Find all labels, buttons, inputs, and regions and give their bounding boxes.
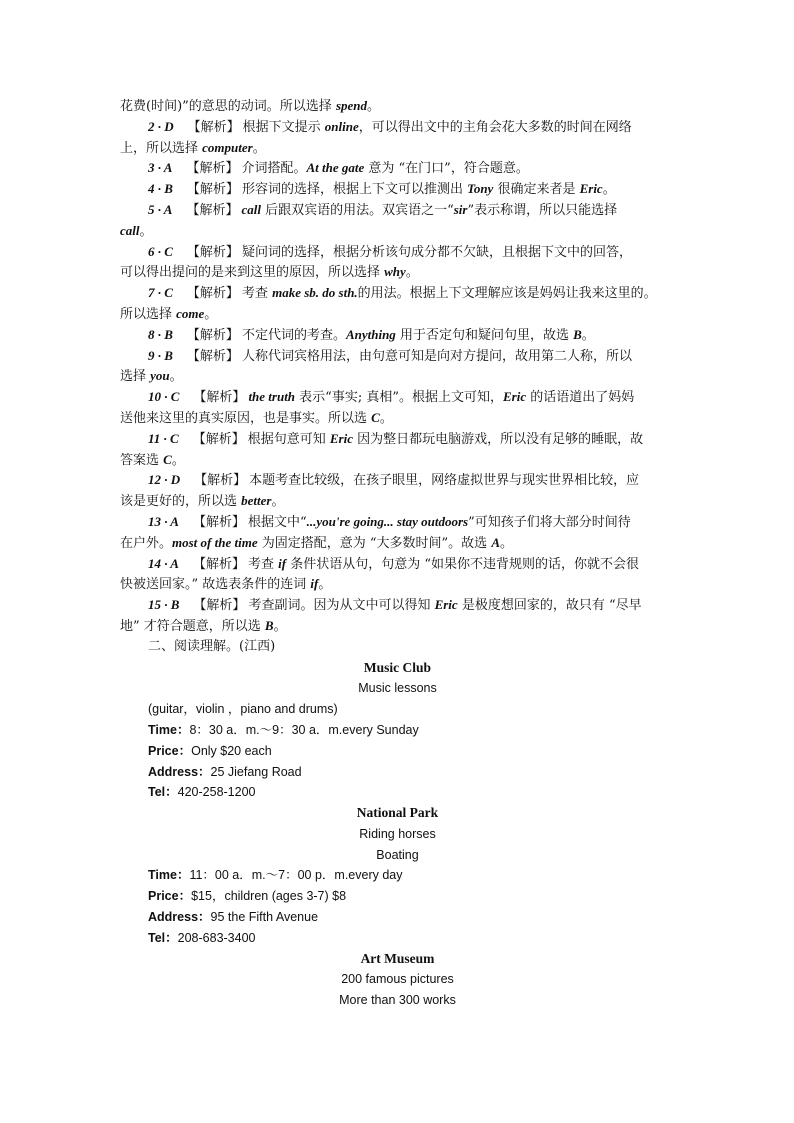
answer-number: 8 · B xyxy=(148,326,173,342)
answer-number: 9 · B xyxy=(148,347,173,363)
english-term: why xyxy=(384,264,406,280)
answer-number: 13 · A xyxy=(148,513,179,529)
answer-line xyxy=(120,221,675,242)
english-term: if xyxy=(310,576,319,592)
ad-field xyxy=(120,720,675,741)
ad-field xyxy=(120,928,675,949)
explanation-text: 本题考查比较级，在孩子眼里，网络虚拟世界与现实世界相比较，应 xyxy=(249,473,640,489)
answer-line xyxy=(120,574,675,595)
english-term: you xyxy=(150,368,170,384)
explanation-tag: 【解析】 xyxy=(186,202,239,218)
answer-number: 10 · C xyxy=(148,389,180,405)
answer-line xyxy=(120,117,675,138)
explanation-text: 根据下文提示 xyxy=(242,119,325,135)
answer-line xyxy=(120,304,675,325)
explanation-text: 很确定来者是 xyxy=(493,182,580,198)
ad-field-label: Address： xyxy=(148,910,211,925)
answer-line xyxy=(120,138,675,159)
explanation-text: 所以选择 xyxy=(120,306,177,322)
answer-line xyxy=(120,366,675,387)
explanation-text: 地” 才符合题意，所以选 xyxy=(120,618,265,634)
explanation-text: 。 xyxy=(139,223,153,239)
explanation-text: 。 xyxy=(252,140,266,156)
english-term: Eric xyxy=(434,597,458,613)
english-term: A xyxy=(491,534,500,550)
explanation-text: 该是更好的，所以选 xyxy=(120,494,242,510)
answer-line xyxy=(120,158,675,179)
ad-field-value: 420-258-1200 xyxy=(177,785,256,800)
ad-field xyxy=(120,886,675,907)
ad-field xyxy=(120,865,675,886)
ad-field-value: 95 the Fifth Avenue xyxy=(210,910,319,925)
explanation-text: 根据句意可知 xyxy=(247,431,330,447)
reading-ads xyxy=(120,658,675,1012)
ad-field-value: 8：30 a．m.～9：30 a．m.every Sunday xyxy=(189,722,419,737)
explanation-text: 意为 “在门口”，符合题意。 xyxy=(364,161,529,177)
english-term: computer xyxy=(202,139,253,155)
english-term: ...you're going... stay outdoors xyxy=(306,513,469,529)
answer-number: 11 · C xyxy=(148,430,179,446)
explanation-text: 快被送回家。” 故选表条件的连词 xyxy=(120,577,311,593)
english-term: Anything xyxy=(345,326,396,342)
ad-subtitle: Boating xyxy=(376,847,419,862)
explanation-tag: 【解析】 xyxy=(192,556,245,572)
english-term: if xyxy=(278,555,287,571)
english-term: At the gate xyxy=(306,160,365,176)
answer-line xyxy=(120,470,675,491)
explanation-text: 介词搭配。 xyxy=(241,161,307,177)
ad-field-label: Tel： xyxy=(148,785,178,800)
ad-field-label: Price： xyxy=(148,889,192,904)
explanation-text: 。 xyxy=(499,535,513,551)
english-term: B xyxy=(573,326,582,342)
explanation-text: 疑问词的选择，根据分析该句成分都不欠缺，且根据下文中的回答， xyxy=(241,244,632,260)
english-term: better xyxy=(241,493,272,509)
ad-field-value: Only $20 each xyxy=(191,743,272,758)
explanation-text: 考查 xyxy=(247,556,279,572)
explanation-text: 答案选 xyxy=(120,452,164,468)
answer-line xyxy=(120,325,675,346)
explanation-tag: 【解析】 xyxy=(193,598,246,614)
ad-subtitle: Music lessons xyxy=(358,681,437,696)
english-term: call xyxy=(120,222,140,238)
english-term: come xyxy=(176,305,205,321)
ad-field-label: Tel： xyxy=(148,930,178,945)
explanation-text: 。 xyxy=(581,327,595,343)
english-term: B xyxy=(264,617,274,633)
explanation-text: 人称代词宾格用法，由句意可知是向对方提问，故用第二人称，所以 xyxy=(241,348,632,364)
english-term: Eric xyxy=(502,389,527,405)
explanation-text: 。 xyxy=(405,265,419,281)
explanation-tag: 【解析】 xyxy=(186,161,239,177)
answer-line xyxy=(120,429,675,450)
explanation-text: 。 xyxy=(271,494,285,510)
explanation-tag: 【解析】 xyxy=(186,286,239,302)
explanation-text: ”可知孩子们将大部分时间待 xyxy=(468,514,631,530)
explanation-tag: 【解析】 xyxy=(192,431,245,447)
continued-line: 花费(时间)”的意思的动词。所以选择 spend。 xyxy=(120,98,381,114)
ad-field xyxy=(120,762,675,783)
explanation-tag: 【解析】 xyxy=(192,514,245,530)
answer-number: 7 · C xyxy=(148,285,173,301)
answer-number: 4 · B xyxy=(148,181,173,197)
ad-title: Art Museum xyxy=(360,950,435,966)
answer-number: 3 · A xyxy=(148,160,173,176)
answer-line xyxy=(120,616,675,637)
answer-line xyxy=(120,595,675,616)
answer-line xyxy=(120,346,675,367)
explanation-text: 表示“事实; 真相”。根据上文可知， xyxy=(295,390,503,406)
explanation-text: 可以得出提问的是来到这里的原因，所以选择 xyxy=(120,265,385,281)
explanation-text: 不定代词的考查。 xyxy=(241,327,346,343)
ad-note: (guitar，violin ，piano and drums) xyxy=(148,702,338,717)
answer-line xyxy=(120,491,675,512)
ad-subtitle: More than 300 works xyxy=(339,993,456,1008)
answer-number: 5 · A xyxy=(148,201,173,217)
answer-line xyxy=(120,450,675,471)
answer-line xyxy=(120,200,675,221)
explanation-text: 。 xyxy=(379,410,393,426)
english-term: most of the time xyxy=(172,534,258,550)
explanation-text: 。 xyxy=(204,306,218,322)
explanation-text: 根据文中“ xyxy=(247,514,307,530)
explanation-tag: 【解析】 xyxy=(186,244,239,260)
answer-number: 2 · D xyxy=(148,118,174,134)
explanation-text: 考查 xyxy=(241,286,273,302)
explanation-text: 的话语道出了妈妈 xyxy=(526,390,635,406)
explanation-text: 后跟双宾语的用法。双宾语之一“ xyxy=(260,202,454,218)
ad-field-label: Time： xyxy=(148,868,190,883)
explanation-text: 考查副词。因为从文中可以得知 xyxy=(248,598,435,614)
explanation-text: 。 xyxy=(169,369,183,385)
explanation-text: 是极度想回家的，故只有 “尽早 xyxy=(457,598,642,614)
english-term: Eric xyxy=(329,430,353,446)
explanation-text: 在户外。 xyxy=(120,535,173,551)
answer-line xyxy=(120,242,675,263)
ad-field xyxy=(120,907,675,928)
explanation-text: 送他来这里的真实原因，也是事实。所以选 xyxy=(120,410,372,426)
answer-line xyxy=(120,533,675,554)
explanation-text: 为固定搭配，意为 “大多数时间”。故选 xyxy=(257,535,492,551)
ad-subtitle: 200 famous pictures xyxy=(341,972,454,987)
explanation-tag: 【解析】 xyxy=(194,473,247,489)
english-term: sir xyxy=(453,201,468,217)
answer-line xyxy=(120,512,675,533)
section-heading: 二、阅读理解。(江西) xyxy=(148,638,276,654)
explanation-text: 。 xyxy=(273,618,287,634)
explanation-tag: 【解析】 xyxy=(186,182,239,198)
answer-line xyxy=(120,554,675,575)
ad-field xyxy=(120,782,675,803)
explanation-text: 。 xyxy=(602,182,616,198)
explanation-text: 选择 xyxy=(120,369,151,385)
ad-field-value: 208-683-3400 xyxy=(177,930,256,945)
ad-title: National Park xyxy=(356,805,439,821)
explanation-text: 条件状语从句，句意为 “如果你不违背规则的话，你就不会很 xyxy=(286,556,639,572)
explanation-tag: 【解析】 xyxy=(186,348,239,364)
explanation-text: ，可以得出文中的主角会花大多数的时间在网络 xyxy=(358,119,632,135)
answer-line xyxy=(120,179,675,200)
ad-subtitle: Riding horses xyxy=(359,826,436,841)
english-term: online xyxy=(324,118,359,134)
english-term: C xyxy=(371,409,380,425)
ad-field-label: Address： xyxy=(148,764,211,779)
english-term: C xyxy=(163,451,172,467)
answer-line xyxy=(120,408,675,429)
english-term: Eric xyxy=(579,181,603,197)
explanation-text: 形容词的选择，根据上下文可以推测出 xyxy=(241,182,468,198)
answer-number: 6 · C xyxy=(148,243,173,259)
ad-field-label: Price： xyxy=(148,743,192,758)
answer-list xyxy=(120,117,675,637)
answer-number: 12 · D xyxy=(148,472,181,488)
explanation-text: 因为整日都玩电脑游戏，所以没有足够的睡眠，故 xyxy=(353,431,644,447)
explanation-text: 。 xyxy=(318,577,332,593)
explanation-text: 用于否定句和疑问句里，故选 xyxy=(395,327,574,343)
explanation-text: 上，所以选择 xyxy=(120,140,203,156)
english-term: the truth xyxy=(248,389,296,405)
ad-title: Music Club xyxy=(363,659,432,675)
answer-line xyxy=(120,387,675,408)
explanation-text: ”表示称谓，所以只能选择 xyxy=(467,202,618,218)
explanation-tag: 【解析】 xyxy=(186,327,239,343)
answer-line xyxy=(120,283,675,304)
ad-field-label: Time： xyxy=(148,722,190,737)
explanation-tag: 【解析】 xyxy=(187,119,240,135)
ad-field-value: 11：00 a．m.～7：00 p．m.every day xyxy=(189,868,403,883)
ad-field-value: $15，children (ages 3-7) $8 xyxy=(191,889,347,904)
ad-field-value: 25 Jiefang Road xyxy=(210,764,302,779)
english-term: call xyxy=(241,201,261,217)
english-term: Tony xyxy=(467,181,494,197)
english-term: make sb. do sth. xyxy=(272,285,358,301)
answer-number: 14 · A xyxy=(148,555,179,571)
explanation-tag: 【解析】 xyxy=(193,390,246,406)
answer-number: 15 · B xyxy=(148,597,180,613)
answer-line xyxy=(120,262,675,283)
ad-field xyxy=(120,741,675,762)
explanation-text: 。 xyxy=(171,452,185,468)
answer-content xyxy=(120,96,675,1011)
explanation-text: 的用法。根据上下文理解应该是妈妈让我来这里的。 xyxy=(357,286,657,302)
